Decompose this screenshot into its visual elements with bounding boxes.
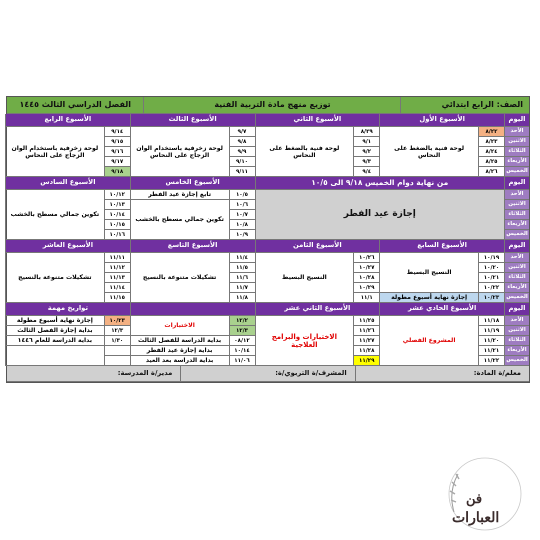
exams-cell: الاختبارات — [130, 316, 229, 336]
date-cell: ١١/٤ — [229, 253, 255, 263]
day-cell: الاثنين — [504, 263, 529, 273]
date-cell: ١١/٢٥ — [353, 316, 379, 326]
class-label: الصف: الرابع ابتدائي — [400, 97, 529, 114]
date-cell: ١٠/١٤ — [229, 346, 255, 356]
event-line: بداية الدراسة بعد العيد — [130, 356, 229, 366]
date-cell: ١٢/٣ — [229, 326, 255, 336]
week-title: تواريخ مهمة — [5, 303, 130, 316]
teacher-signature: معلم/ة المادة: — [355, 366, 529, 382]
day-cell: الأربعاء — [504, 283, 529, 293]
date-cell: ١١/١٥ — [104, 293, 130, 303]
day-cell: الثلاثاء — [504, 147, 529, 157]
semester-label: الفصل الدراسي الثالث ١٤٤٥ — [7, 97, 143, 114]
day-cell: الثلاثاء — [504, 273, 529, 283]
event-line: بداية الدراسة للعام ١٤٤٦ — [5, 336, 104, 346]
date-cell: ٩/٨ — [229, 137, 255, 147]
day-cell: الأربعاء — [504, 346, 529, 356]
date-cell: ٨/٢٣ — [478, 137, 504, 147]
date-cell: ١٠/٢٣ — [478, 293, 504, 303]
date-cell: ٩/١٦ — [104, 147, 130, 157]
date-cell: ١٠/١٤ — [104, 210, 130, 220]
week-title: الأسبوع السابع — [379, 240, 504, 253]
week-title: الأسبوع الثالث — [130, 114, 255, 127]
logo-line1: فن — [466, 492, 483, 507]
day-cell: الخميس — [504, 167, 529, 177]
date-cell: ٩/١١ — [229, 167, 255, 177]
week-9 — [130, 240, 255, 303]
date-cell: ٩/١٠ — [229, 157, 255, 167]
week-title: الأسبوع العاشر — [5, 240, 130, 253]
date-cell: ١١/١٩ — [478, 326, 504, 336]
date-cell: ١٠/٢٦ — [353, 253, 379, 263]
block-weeks-1-4 — [7, 114, 529, 177]
holiday-note: إجازة نهاية أسبوع مطولة — [379, 293, 478, 303]
date-cell: ٩/٩ — [229, 147, 255, 157]
event-line — [5, 346, 104, 366]
important-dates — [5, 303, 130, 366]
date-cell: ٠٨/١٢ — [229, 336, 255, 346]
week-title — [130, 303, 255, 316]
week-13-misc — [130, 303, 255, 366]
day-cell: الأحد — [504, 190, 529, 200]
principal-signature: مدير/ة المدرسة: — [7, 366, 180, 382]
event-line: بداية الدراسة للفصل الثالث — [130, 336, 229, 346]
date-cell: ٩/١٧ — [104, 157, 130, 167]
week-title: الأسبوع الثاني عشر — [255, 303, 380, 316]
day-header: اليوم — [504, 177, 529, 190]
date-cell: ١١/٢٩ — [353, 356, 379, 366]
signature-row — [7, 366, 529, 382]
date-cell: ٩/١ — [353, 137, 379, 147]
date-cell: ٨/٢٤ — [478, 147, 504, 157]
week-12 — [255, 303, 380, 366]
date-cell — [104, 356, 130, 366]
day-header: اليوم — [504, 114, 529, 127]
date-cell: ١١/٢٦ — [353, 326, 379, 336]
holiday-banner: من نهاية دوام الخميس ٩/١٨ الى ١٠/٥ — [255, 177, 505, 190]
lesson-cell: لوحة فنية بالضغط على النحاس — [255, 127, 354, 177]
date-cell: ١١/٢٨ — [353, 346, 379, 356]
date-cell: ١١/٨ — [229, 293, 255, 303]
week-title: الأسبوع الثاني — [255, 114, 380, 127]
date-cell: ١١/٢٢ — [478, 356, 504, 366]
date-cell: ١١/٠٦ — [229, 356, 255, 366]
date-cell: ١٠/٩ — [229, 230, 255, 240]
date-cell: ٩/١٨ — [104, 167, 130, 177]
date-cell: ١١/٦ — [229, 273, 255, 283]
lesson-cell: النسيج البسيط — [379, 253, 478, 293]
date-cell: ١٠/٢٢ — [478, 283, 504, 293]
event-line: إجازة نهاية أسبوع مطولة — [5, 316, 104, 326]
day-cell: الأربعاء — [504, 157, 529, 167]
week-6 — [5, 177, 130, 240]
week-title: الأسبوع الأول — [379, 114, 504, 127]
day-header: اليوم — [504, 240, 529, 253]
lesson-cell: تكوين جمالي مسطح بالخشب — [5, 190, 104, 240]
week-4 — [5, 114, 130, 177]
day-header: اليوم — [504, 303, 529, 316]
date-cell: ٩/٤ — [353, 167, 379, 177]
date-cell: ١٢/٣ — [104, 326, 130, 336]
lesson-cell: لوحة فنية بالضغط على النحاس — [379, 127, 478, 177]
day-cell: الخميس — [504, 230, 529, 240]
week-title: الأسبوع السادس — [5, 177, 130, 190]
date-cell: ١٢/٢ — [229, 316, 255, 326]
block-weeks-7-10 — [7, 240, 529, 303]
supervisor-signature: المشرف/ة التربوي/ة: — [180, 366, 354, 382]
date-cell: ٩/٧ — [229, 127, 255, 137]
day-cell: الاثنين — [504, 137, 529, 147]
date-cell: ١١/١٢ — [104, 263, 130, 273]
lesson-cell: تكوين جمالي مسطح بالخشب — [130, 200, 229, 240]
week-5 — [130, 177, 255, 240]
day-cell: الخميس — [504, 356, 529, 366]
lesson-cell: المشروع الفصلي — [379, 316, 478, 366]
date-cell: ١١/٧ — [229, 283, 255, 293]
event-line: بداية إجازة عيد الفطر — [130, 346, 229, 356]
date-cell: ١١/١ — [353, 293, 379, 303]
page-title: توزيع منهج مادة التربية الفنية — [143, 97, 400, 114]
date-cell — [104, 346, 130, 356]
day-cell: الأربعاء — [504, 220, 529, 230]
date-cell: ١١/١٤ — [104, 283, 130, 293]
lesson-cell: تشكيلات متنوعة بالنسيج — [130, 253, 229, 303]
week-title: الأسبوع الحادي عشر — [379, 303, 504, 316]
block-weeks-5-6 — [7, 177, 529, 240]
week-8 — [255, 240, 380, 303]
date-cell: ٩/٢ — [353, 147, 379, 157]
lesson-cell: تشكيلات متنوعة بالنسيج — [5, 253, 104, 303]
week-2 — [255, 114, 380, 177]
holiday-note: تابع إجازة عيد الفطر — [130, 190, 229, 200]
week-3 — [130, 114, 255, 177]
date-cell: ٩/١٥ — [104, 137, 130, 147]
date-cell: ١٠/٦ — [229, 200, 255, 210]
lesson-cell: النسيج البسيط — [255, 253, 354, 303]
date-cell: ١٠/٢٠ — [478, 263, 504, 273]
date-cell: ١١/٢١ — [478, 346, 504, 356]
date-cell: ١١/٥ — [229, 263, 255, 273]
holiday-block — [255, 177, 505, 240]
logo-line2: العبارات — [452, 510, 500, 526]
day-cell: الأحد — [504, 253, 529, 263]
day-cell: الخميس — [504, 293, 529, 303]
date-cell: ١١/١٣ — [104, 273, 130, 283]
date-cell: ٨/٢٢ — [478, 127, 504, 137]
date-cell: ١٠/٢٩ — [353, 283, 379, 293]
week-title: الأسبوع الخامس — [130, 177, 255, 190]
date-cell: ١٠/٢٧ — [353, 263, 379, 273]
date-cell: ١١/٢٧ — [353, 336, 379, 346]
event-line: بداية إجازة الفصل الثالث — [5, 326, 104, 336]
date-cell: ١١/١٨ — [478, 316, 504, 326]
date-cell: ١٠/٧ — [229, 210, 255, 220]
date-cell: ٨/٢٩ — [353, 127, 379, 137]
day-cell: الأحد — [504, 127, 529, 137]
date-cell: ٨/٢٦ — [478, 167, 504, 177]
date-cell: ١٠/١٢ — [104, 190, 130, 200]
date-cell: ١٠/١٩ — [478, 253, 504, 263]
week-11 — [379, 303, 504, 366]
lesson-cell: لوحة زخرفية باستخدام الوان الزجاج على النحاس — [5, 127, 104, 177]
week-title: الأسبوع التاسع — [130, 240, 255, 253]
date-cell: ١٠/١٣ — [104, 200, 130, 210]
day-cell: الثلاثاء — [504, 210, 529, 220]
date-cell: ١٠/٢٨ — [353, 273, 379, 283]
date-cell: ١٠/١٦ — [104, 230, 130, 240]
date-cell: ١٠/١٥ — [104, 220, 130, 230]
week-title: الأسبوع الثامن — [255, 240, 380, 253]
lesson-cell: لوحة زخرفية باستخدام الوان الزجاج على النحاس — [130, 127, 229, 177]
holiday-text: إجازة عيد الفطر — [255, 190, 505, 240]
day-cell: الاثنين — [504, 326, 529, 336]
week-1 — [379, 114, 504, 177]
date-cell: ١٠/٨ — [229, 220, 255, 230]
curriculum-table — [6, 96, 530, 383]
day-cell: الثلاثاء — [504, 336, 529, 346]
date-cell: ١٠/٢٣ — [104, 316, 130, 326]
week-title: الأسبوع الرابع — [5, 114, 130, 127]
week-10 — [5, 240, 130, 303]
date-cell: ١٠/٢١ — [478, 273, 504, 283]
week-7 — [379, 240, 504, 303]
date-cell: ١١/١١ — [104, 253, 130, 263]
date-cell: ١١/٢٠ — [478, 336, 504, 346]
lesson-cell: الاختبارات والبرامج العلاجية — [255, 316, 354, 366]
block-weeks-11-12 — [7, 303, 529, 366]
date-cell: ٩/٣ — [353, 157, 379, 167]
table-header — [7, 97, 529, 114]
date-cell: ١/٣٠ — [104, 336, 130, 346]
day-cell: الاثنين — [504, 200, 529, 210]
date-cell: ٩/١٤ — [104, 127, 130, 137]
date-cell: ١٠/٥ — [229, 190, 255, 200]
day-cell: الأحد — [504, 316, 529, 326]
date-cell: ٨/٢٥ — [478, 157, 504, 167]
